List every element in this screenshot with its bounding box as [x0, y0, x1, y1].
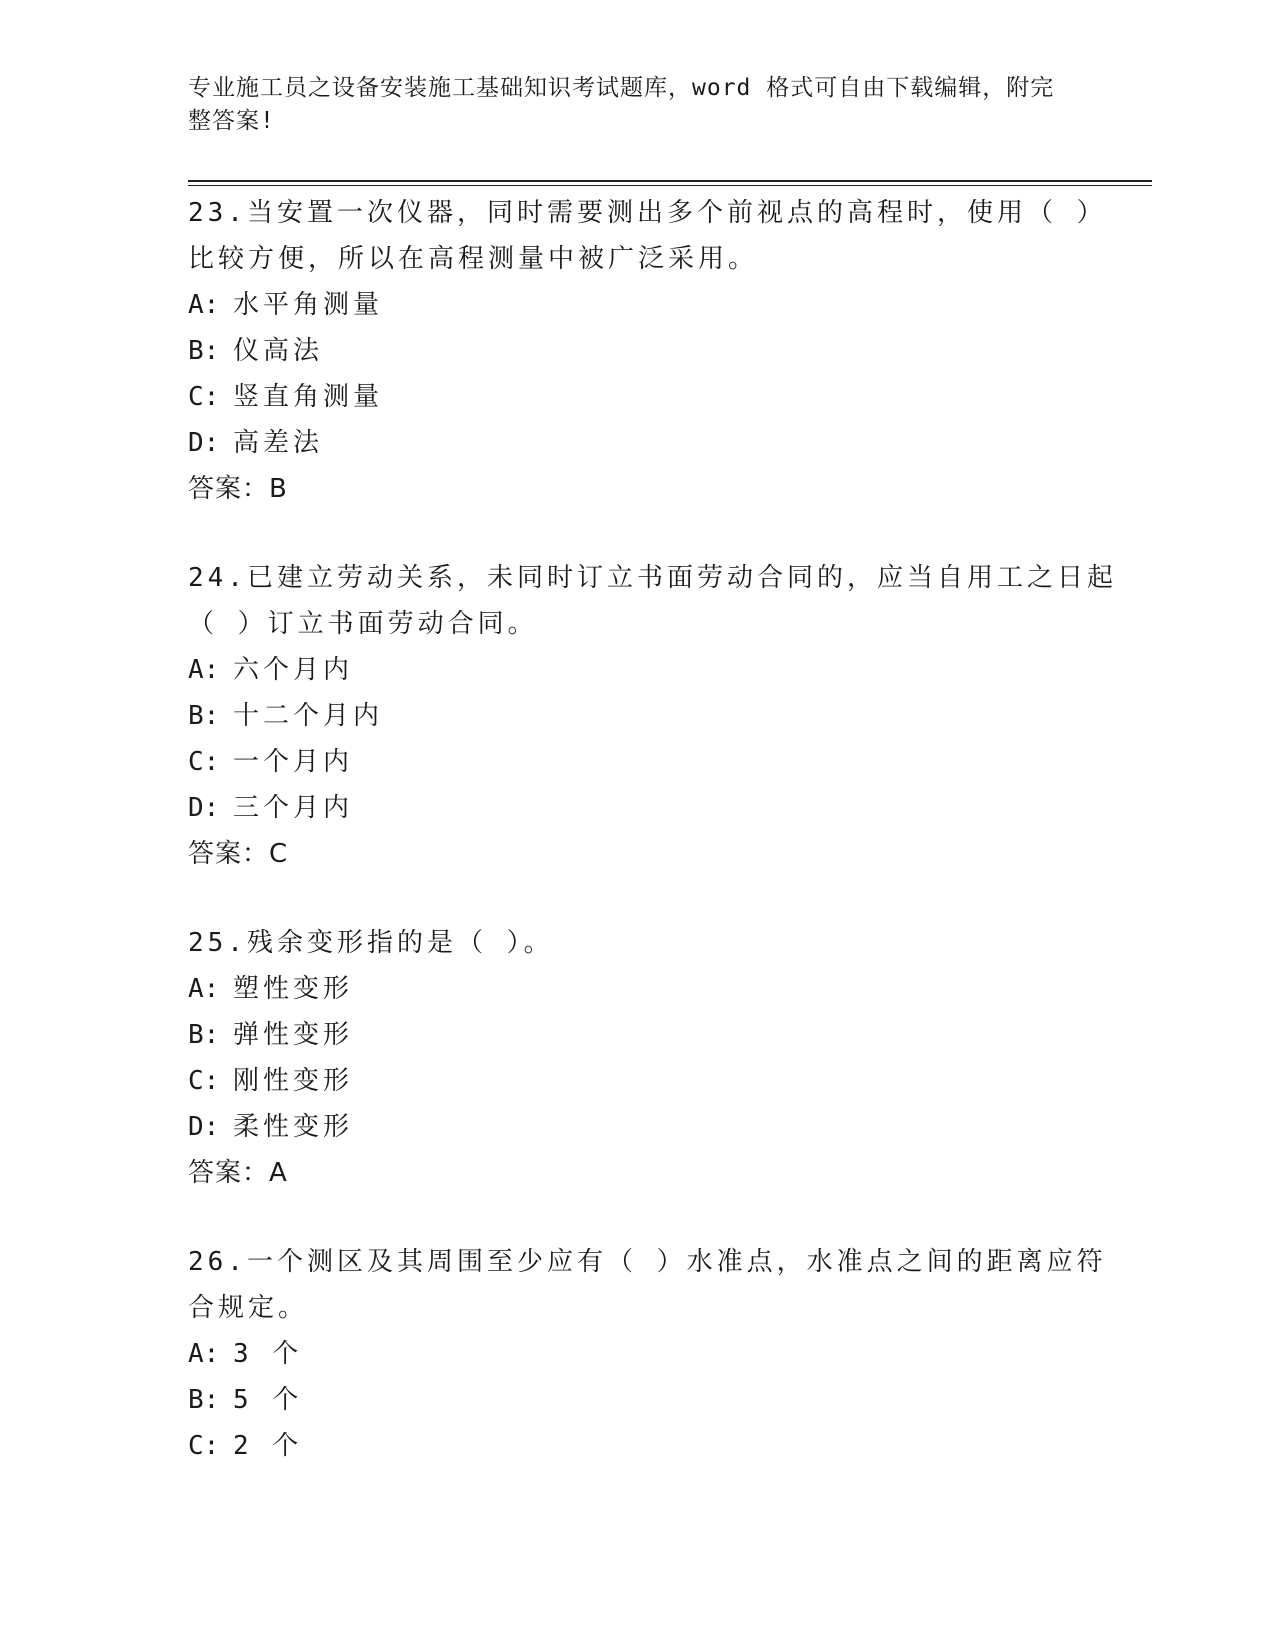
option-letter: C: — [188, 1066, 220, 1096]
option-letter: B: — [188, 1385, 220, 1415]
header-divider-thick — [188, 180, 1152, 182]
question-stem-line-2: 合规定。 — [188, 1293, 309, 1323]
option-letter: A: — [188, 974, 220, 1004]
option-text: 高差法 — [233, 428, 324, 458]
question-stem — [188, 1239, 1107, 1331]
option-a — [188, 1331, 1088, 1377]
option-d — [188, 785, 1088, 831]
question-26 — [188, 1239, 1107, 1469]
option-text: 十二个月内 — [233, 701, 384, 731]
option-c — [188, 739, 1088, 785]
question-stem-line-1: 23.当安置一次仪器，同时需要测出多个前视点的高程时，使用（ ） — [188, 198, 1107, 228]
option-d — [188, 420, 1088, 466]
option-text: 3 个 — [233, 1339, 303, 1369]
option-letter: D: — [188, 1112, 220, 1142]
option-text: 刚性变形 — [233, 1066, 354, 1096]
question-stem — [188, 920, 1088, 966]
option-letter: D: — [188, 793, 220, 823]
option-letter: C: — [188, 1431, 220, 1461]
option-letter: C: — [188, 747, 220, 777]
option-text: 水平角测量 — [233, 290, 384, 320]
option-text: 塑性变形 — [233, 974, 354, 1004]
option-b — [188, 1377, 1088, 1423]
question-stem — [188, 555, 1117, 647]
option-letter: D: — [188, 428, 220, 458]
option-b — [188, 1012, 1088, 1058]
answer-line: 答案：A — [188, 1158, 288, 1188]
question-stem-line-1: 25.残余变形指的是（ ）。 — [188, 928, 554, 958]
question-stem — [188, 190, 1107, 282]
option-b — [188, 328, 1088, 374]
question-list — [188, 190, 1117, 1512]
question-23 — [188, 190, 1107, 512]
option-letter: B: — [188, 1020, 220, 1050]
option-text: 柔性变形 — [233, 1112, 354, 1142]
answer-line: 答案：C — [188, 839, 289, 869]
question-stem-line-1: 24.已建立劳动关系，未同时订立书面劳动合同的，应当自用工之日起 — [188, 563, 1117, 593]
option-text: 仪高法 — [233, 336, 324, 366]
question-24 — [188, 555, 1117, 877]
option-letter: A: — [188, 655, 220, 685]
option-letter: B: — [188, 336, 220, 366]
header-title-line-2: 整答案! — [188, 108, 275, 134]
option-text: 弹性变形 — [233, 1020, 354, 1050]
document-header — [188, 72, 1088, 138]
option-text: 5 个 — [233, 1385, 303, 1415]
option-text: 2 个 — [233, 1431, 303, 1461]
option-a — [188, 647, 1088, 693]
question-stem-line-2: 比较方便，所以在高程测量中被广泛采用。 — [188, 244, 759, 274]
header-title-line-1: 专业施工员之设备安装施工基础知识考试题库，word 格式可自由下载编辑，附完 — [188, 75, 1055, 101]
option-text: 六个月内 — [233, 655, 354, 685]
question-25 — [188, 920, 1088, 1196]
option-a — [188, 966, 1088, 1012]
option-letter: A: — [188, 290, 220, 320]
option-letter: A: — [188, 1339, 220, 1369]
option-text: 三个月内 — [233, 793, 354, 823]
option-a — [188, 282, 1088, 328]
option-b — [188, 693, 1088, 739]
answer-line: 答案：B — [188, 474, 288, 504]
option-letter: B: — [188, 701, 220, 731]
question-stem-line-1: 26.一个测区及其周围至少应有（ ）水准点，水准点之间的距离应符 — [188, 1247, 1107, 1277]
option-text: 一个月内 — [233, 747, 354, 777]
header-divider-thin — [188, 185, 1152, 186]
option-text: 竖直角测量 — [233, 382, 384, 412]
option-letter: C: — [188, 382, 220, 412]
option-d — [188, 1104, 1088, 1150]
option-c — [188, 1058, 1088, 1104]
option-c — [188, 374, 1088, 420]
option-c — [188, 1423, 1088, 1469]
question-stem-line-2: （ ）订立书面劳动合同。 — [188, 609, 538, 639]
